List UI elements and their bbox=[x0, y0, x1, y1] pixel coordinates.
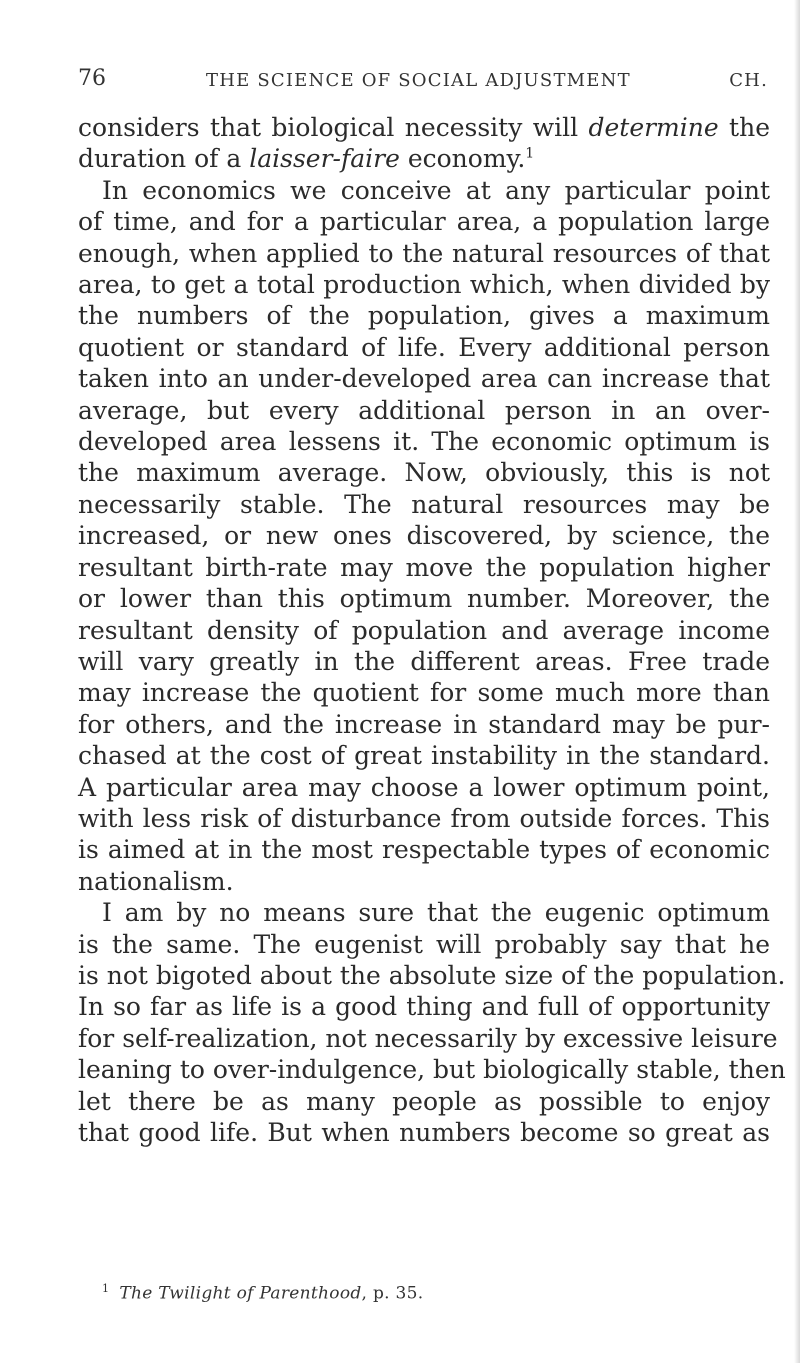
text-line: chased at the cost of great instability in the standard. bbox=[78, 741, 770, 771]
text-line: leaning to over-indulgence, but biologically stable, then bbox=[78, 1055, 786, 1085]
text-line: In so far as life is a good thing and full of opportunity bbox=[78, 992, 770, 1022]
text-line: with less risk of disturbance from outside forces. This bbox=[78, 803, 770, 833]
text-line: taken into an under-developed area can increase that bbox=[78, 364, 770, 394]
page-edge-shadow bbox=[794, 0, 800, 1363]
footnote-citation: , p. 35. bbox=[361, 1283, 424, 1304]
footnote-marker: 1 bbox=[102, 1282, 110, 1295]
text-line: for others, and the increase in standard may be pur- bbox=[78, 709, 770, 739]
text-line: that good life. But when numbers become so great as bbox=[78, 1118, 770, 1147]
text-line: resultant density of population and average income bbox=[78, 615, 770, 645]
emphasis: laisser-faire bbox=[249, 144, 400, 174]
footnote-book-title: The Twilight of Parenthood bbox=[119, 1283, 362, 1304]
text-line: necessarily stable. The natural resources may be bbox=[78, 489, 770, 519]
text-line: nationalism. bbox=[78, 866, 234, 896]
text-line: for self-realization, not necessarily by excessive leisure bbox=[78, 1023, 778, 1053]
text-line: A particular area may choose a lower optimum point, bbox=[78, 772, 770, 802]
text-line: developed area lessens it. The economic optimum is bbox=[78, 427, 770, 457]
page-number: 76 bbox=[78, 66, 106, 91]
running-title: THE SCIENCE OF SOCIAL ADJUSTMENT bbox=[206, 70, 631, 91]
text-line: may increase the quotient for some much more than bbox=[78, 678, 770, 708]
text-line: enough, when applied to the natural resources of that bbox=[78, 238, 770, 268]
text-line: will vary greatly in the different areas. Free trade bbox=[78, 646, 770, 676]
text-line: considers that biological necessity will determine the bbox=[78, 113, 770, 142]
footnote-reference: 1 bbox=[525, 146, 535, 163]
text-line: is the same. The eugenist will probably say that he bbox=[78, 929, 770, 959]
body-text bbox=[78, 112, 786, 1148]
text-line: resultant birth-rate may move the population higher bbox=[78, 552, 770, 582]
text-line: is not bigoted about the absolute size of the population. bbox=[78, 960, 786, 990]
text-line: or lower than this optimum number. Moreover, the bbox=[78, 584, 770, 614]
text-line: In economics we conceive at any particular point bbox=[102, 175, 770, 205]
text-line: duration of a laisser-faire economy.$^1$ bbox=[78, 144, 535, 174]
text-line: quotient or standard of life. Every additional person bbox=[78, 332, 770, 362]
text-line: the maximum average. Now, obviously, this is not bbox=[78, 458, 770, 488]
paragraph-eugenic-optimum bbox=[78, 897, 786, 1148]
emphasis: determine bbox=[588, 113, 719, 142]
running-header bbox=[78, 66, 768, 106]
text-line: of time, and for a particular area, a population large bbox=[78, 207, 770, 237]
text-line: area, to get a total production which, when divided by bbox=[78, 270, 770, 300]
text-line: I am by no means sure that the eugenic optimum bbox=[102, 898, 770, 928]
text-line: the numbers of the population, gives a maximum bbox=[78, 301, 770, 331]
footnote bbox=[102, 1282, 423, 1304]
text-line: let there be as many people as possible to enjoy bbox=[78, 1086, 770, 1116]
chapter-abbreviation: CH. bbox=[729, 70, 768, 91]
text-line: increased, or new ones discovered, by science, the bbox=[78, 521, 770, 551]
paragraph-economic-optimum bbox=[78, 175, 770, 897]
text-line: average, but every additional person in an over- bbox=[78, 395, 770, 425]
text-line: is aimed at in the most respectable types of economic bbox=[78, 835, 770, 865]
